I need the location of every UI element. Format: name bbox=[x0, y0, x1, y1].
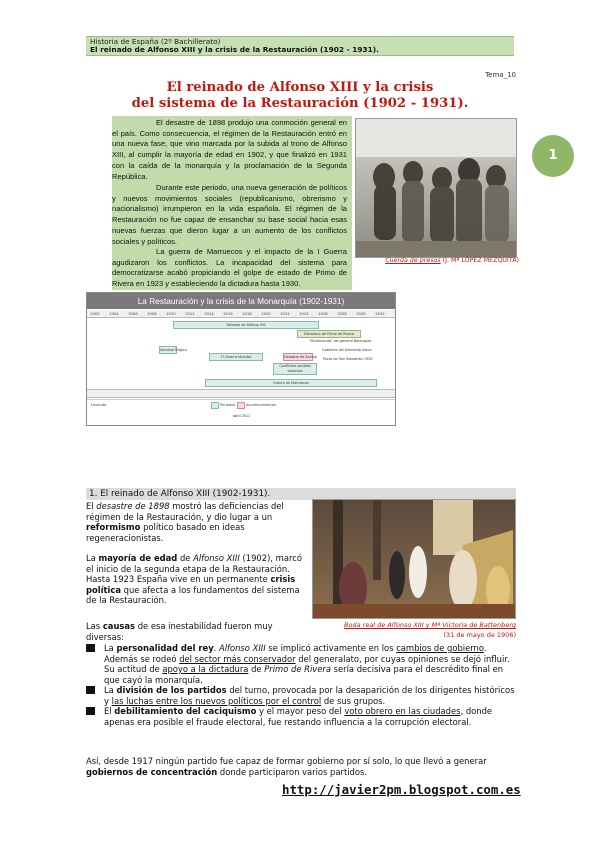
text-run: del generalato, por cuyas opiniones se dejó influir. Su actitud de bbox=[104, 653, 510, 674]
paragraph-mayoria-de-edad bbox=[86, 553, 306, 606]
tema-label: Tema_10 bbox=[485, 71, 516, 79]
year-label: 1904 bbox=[109, 311, 119, 316]
year-label: 1906 bbox=[128, 311, 138, 316]
text-run: debilitamiento del caciquismo bbox=[114, 706, 257, 716]
text-run: El bbox=[86, 501, 97, 511]
timeline-legend bbox=[87, 399, 395, 412]
timeline-note-dictablanda: "Dictablanda" del general Berenguer bbox=[309, 339, 372, 343]
title-line-2: del sistema de la Restauración (1902 - 1931). bbox=[131, 96, 469, 111]
year-label: 1910 bbox=[166, 311, 176, 316]
timeline-bar-semana-tragica: Semana Trágica bbox=[160, 348, 188, 352]
text-run: Alfonso XIII bbox=[219, 643, 266, 653]
timeline-bar-conflictos: Conflictos sociales violentos bbox=[273, 363, 317, 375]
text-run: , donde apenas era posible el fraude electoral, fue restando influencia a la corrupción electoral. bbox=[104, 706, 493, 727]
bullet-square-icon bbox=[86, 707, 95, 715]
text-run: crisis política bbox=[86, 574, 296, 595]
legend-periodos: Períodos bbox=[220, 403, 236, 407]
year-label: 1908 bbox=[147, 311, 157, 316]
paragraph-causas bbox=[86, 621, 306, 642]
text-run: político basado en ideas regeneracionistas. bbox=[86, 522, 245, 543]
text-run: La bbox=[104, 643, 117, 653]
boda-real-link[interactable]: Boda real de Alfonso XIII y Mª Victoria de Battenberg bbox=[344, 621, 516, 629]
legend-swatch-acontecimientos bbox=[237, 402, 245, 409]
text-run: . bbox=[213, 643, 219, 653]
timeline-years-top bbox=[87, 310, 395, 318]
cuerda-de-presos-link[interactable]: Cuerda de presos bbox=[385, 257, 441, 264]
text-run: Las bbox=[86, 621, 103, 631]
title-line-1: El reinado de Alfonso XIII y la crisis bbox=[166, 80, 434, 95]
intro-paragraph-3: La guerra de Marruecos y el impacto de la I Guerra agudizaron los conflictos. La incapacidad del sistema para democratizarse acabó propiciando el golpe de estado de Primo de Rivera en 1923 y estableciendo la dictadura hasta 1930. bbox=[112, 247, 347, 289]
page-title bbox=[110, 80, 490, 112]
text-run: de esa inestabilidad fueron muy diversas: bbox=[86, 621, 273, 642]
paragraph-conclusion bbox=[86, 756, 516, 777]
text-run: Así, desde 1917 ningún partido fue capaz de formar gobierno por sí solo, lo que llevó a generar bbox=[86, 756, 487, 766]
text-run: Alfonso XIII bbox=[193, 553, 240, 563]
boda-real-painting bbox=[312, 499, 516, 619]
intro-paragraph-1: El desastre de 1898 produjo una conmoción general en el país. Como consecuencia, el régimen de la Restauración entró en una nueva fase, que vino marcada por la subida al trono de Alfonso XIII, al cumplir la mayoría de edad en 1902, y que finalizó en 1931 con la caída de la monarquía y la proclamación de la Segunda República. bbox=[112, 118, 347, 181]
list-item-caciquismo bbox=[86, 706, 516, 727]
timeline-bar-dictadura: Dictadura de Primo de Rivera bbox=[297, 330, 361, 338]
text-run: voto obrero en las ciudades bbox=[344, 706, 461, 716]
cuerda-de-presos-painting bbox=[355, 118, 517, 258]
text-run: del turno, provocada por la desaparición de los dirigentes históricos y bbox=[104, 685, 515, 706]
photo2-date: (31 de mayo de 1906) bbox=[443, 631, 516, 639]
year-label: 1932 bbox=[375, 311, 385, 316]
text-run: de bbox=[177, 553, 194, 563]
header-course: Historia de España (2º Bachillerato) bbox=[90, 37, 221, 46]
year-label: 1916 bbox=[223, 311, 233, 316]
legend-swatch-periodos bbox=[211, 402, 219, 409]
year-label: 1902 bbox=[90, 311, 100, 316]
causes-list bbox=[86, 643, 516, 727]
text-run: personalidad del rey bbox=[116, 643, 214, 653]
photo1-caption bbox=[355, 257, 519, 264]
text-run: El bbox=[104, 706, 115, 716]
paragraph-desastre bbox=[86, 501, 306, 543]
timeline-bar-annual: Desastre de Annual bbox=[284, 355, 318, 359]
year-label: 1930 bbox=[356, 311, 366, 316]
list-item-division-partidos bbox=[86, 685, 516, 706]
timeline-figure bbox=[86, 292, 396, 426]
document-header bbox=[86, 36, 514, 56]
text-run: y el mayor peso del bbox=[256, 706, 345, 716]
timeline-footer: abril 2011 bbox=[233, 414, 251, 418]
text-run: cambios de gobierno bbox=[396, 643, 484, 653]
text-run: . Además se rodeó bbox=[104, 643, 487, 664]
year-label: 1928 bbox=[337, 311, 347, 316]
text-run: que afecta a los fundamentos del sistema de la Restauración. bbox=[86, 584, 300, 605]
text-run: sería decisiva para el descrédito final en que cayó la monarquía. bbox=[104, 664, 504, 685]
list-item-personalidad-rey bbox=[86, 643, 516, 685]
year-label: 1920 bbox=[261, 311, 271, 316]
timeline-note-san-sebastian: Pacto de San Sebastián 1930 bbox=[323, 357, 373, 361]
legend-acontecimientos: Acontecimientos bbox=[246, 403, 276, 407]
text-run: (1902), marcó el inicio de la segunda etapa de la Restauración. Hasta 1923 España vive en un permanente bbox=[86, 553, 302, 584]
section-number-badge: 1 bbox=[532, 135, 574, 177]
year-label: 1922 bbox=[280, 311, 290, 316]
legend-label: Leyenda bbox=[91, 403, 107, 407]
timeline-note-aznar: Gobierno del almirante Aznar bbox=[322, 348, 372, 352]
text-run: de sus grupos. bbox=[321, 695, 386, 706]
timeline-bar-reinado: Reinado de Alfonso XIII bbox=[173, 321, 319, 329]
text-run: desastre de 1898 bbox=[96, 501, 170, 511]
year-label: 1914 bbox=[204, 311, 214, 316]
text-run: las luchas entre los nuevos políticos por el control bbox=[111, 695, 322, 706]
timeline-bar-marruecos: Guerra de Marruecos bbox=[205, 379, 377, 387]
text-run: de bbox=[248, 664, 265, 674]
text-run: gobiernos de concentración bbox=[86, 766, 218, 777]
text-run: mayoría de edad bbox=[98, 553, 178, 563]
text-run: mostró las deficiencias del régimen de la Restauración, y dio lugar a un bbox=[86, 501, 284, 522]
text-run: La bbox=[86, 553, 99, 563]
text-run: donde participaron varios partidos. bbox=[217, 766, 368, 777]
header-topic: El reinado de Alfonso XIII y la crisis de la Restauración (1902 - 1931). bbox=[90, 45, 379, 54]
intro-paragraph-2: Durante este periodo, una nueva generación de políticos y nuevos movimientos sociales (republicanismo, obrerismo y nacionalismo) irrumpieron en la vida española. El régimen de la Restauración no fue capaz de ensanchar su base social hacia esas nuevas fuerzas que dieron lugar a un aumento de los conflictos sociales y políticos. bbox=[112, 183, 347, 246]
text-run: apoyo a la dictadura bbox=[162, 664, 249, 674]
timeline-years-bottom bbox=[87, 389, 395, 398]
photo2-caption bbox=[300, 620, 516, 640]
intro-box bbox=[112, 116, 352, 290]
section-heading: 1. El reinado de Alfonso XIII (1902-1931). bbox=[89, 489, 271, 499]
text-run: división de los partidos bbox=[116, 685, 227, 695]
blog-url-link[interactable]: http://javier2pm.blogspot.com.es bbox=[282, 782, 521, 797]
year-label: 1926 bbox=[318, 311, 328, 316]
text-run: se implicó activamente en los bbox=[265, 643, 397, 653]
timeline-bar-primera-guerra-mundial: 1ª Guerra Mundial bbox=[209, 353, 263, 361]
text-run: del sector más conservador bbox=[179, 653, 296, 664]
timeline-title: La Restauración y la crisis de la Monarquía (1902-1931) bbox=[87, 293, 395, 309]
bullet-square-icon bbox=[86, 686, 95, 694]
text-run: La bbox=[104, 685, 117, 695]
text-run: causas bbox=[102, 621, 136, 631]
text-run: Primo de Rivera bbox=[264, 664, 331, 674]
year-label: 1924 bbox=[299, 311, 309, 316]
photo1-author: (J. Mª LÓPEZ MEZQUITA) bbox=[442, 257, 519, 264]
year-label: 1912 bbox=[185, 311, 195, 316]
year-label: 1918 bbox=[242, 311, 252, 316]
bullet-square-icon bbox=[86, 644, 95, 652]
text-run: reformismo bbox=[86, 522, 141, 532]
